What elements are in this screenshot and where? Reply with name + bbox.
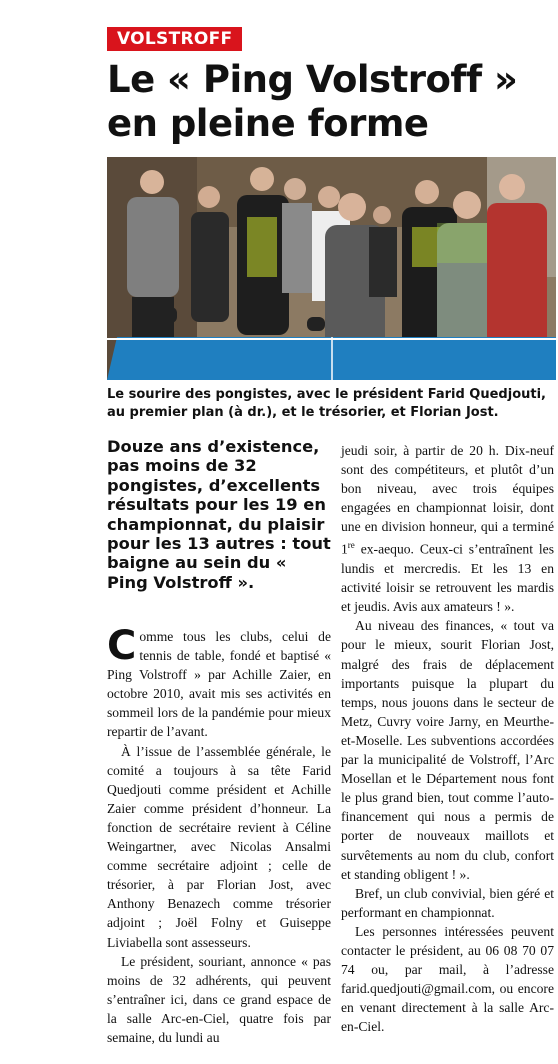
ordinal-suffix: re <box>347 540 355 551</box>
paragraph-3: Le président, souriant, annonce « pas moins de 32 adhérents, qui peuvent s’entraîner ici, dans ce grand espace de la salle Arc-en-Ciel, quatre fois par semaine, du lundi au <box>107 953 331 1045</box>
paragraph-3-continued-a: jeudi soir, à partir de 20 h. Dix-neuf sont des compétiteurs, et plutôt d’un bon niveau, avec trois équipes engagées en championnat loisir, dont une en division honneur, qui a terminé 1 <box>341 443 554 557</box>
photo-caption <box>107 386 556 422</box>
paragraph-3-continued-b: ex-aequo. Ceux-ci s’entraînent les lundis et mercredis. Et les 13 en activité loisir se retrouvent les mardis et jeudis. Avis aux amateurs ! ». <box>341 542 554 615</box>
caption-line-2: au premier plan (à dr.), et le trésorier, et Florian Jost. <box>107 405 499 420</box>
headline-line-1: Le « Ping Volstroff » <box>107 58 518 101</box>
headline-line-2: en pleine forme <box>107 102 429 145</box>
section-kicker: VOLSTROFF <box>107 27 242 51</box>
paragraph-4: Au niveau des finances, « tout va pour le mieux, sourit Florian Jost, malgré des frais de déplacement importants puisque la plupart du temps, nous jouons dans le secteur de Metz, Cuvry voire Jarny, en Meurthe-et-Moselle. Les subventions accordées par la municipalité de Volstroff, l’Arc Mosellan et le Département nous font le plus grand bien, tout comme l’auto-financement qui nous a permis de porter de nouveaux maillots et survêtements au nom du club, confort et standing obligent ! ». <box>341 618 554 882</box>
paragraph-1 <box>107 623 331 742</box>
article-lead: Douze ans d’existence, pas moins de 32 pongistes, d’excellents résultats pour les 19 en championnat, du plaisir pour les 13 autres : tout baigne au sein du « Ping Volstroff ». <box>107 437 331 592</box>
article-column-2 <box>341 441 554 1036</box>
paragraph-2: À l’issue de l’assemblée générale, le comité a toujours à sa tête Farid Quedjouti comme président et Achille Zaier comme président d’honneur. La fonction de secrétaire revient à Céline Weingartner, avec Nicolas Ansalmi comme secrétaire adjoint ; celle de trésorier, à par Florian Jost, avec Anthony Benazech comme trésorier adjoint ; Joël Folny et Guiseppe Liviabella sont assesseurs. <box>107 743 331 950</box>
drop-cap: C <box>107 623 137 669</box>
paragraph-5: Bref, un club convivial, bien géré et performant en championnat. <box>341 885 554 920</box>
headline <box>107 58 552 146</box>
article-column-1 <box>107 623 331 1047</box>
caption-line-1: Le sourire des pongistes, avec le président Farid Quedjouti, <box>107 387 546 402</box>
paragraph-6: Les personnes intéressées peuvent contacter le président, au 06 08 70 07 74 ou, par mail, à l’adresse farid.quedjouti@gmail.com, ou encore en venant directement à la salle Arc-en-Ciel. <box>341 923 554 1035</box>
paragraph-3-continued <box>341 441 554 616</box>
paragraph-1-text: omme tous les clubs, celui de tennis de table, fondé et baptisé « Ping Volstroff » par Achille Zaier, en octobre 2010, avait mis ses activités en sommeil lors de la pandémie pour mieux repartir de l’avant. <box>107 629 331 740</box>
team-photo <box>107 157 556 380</box>
